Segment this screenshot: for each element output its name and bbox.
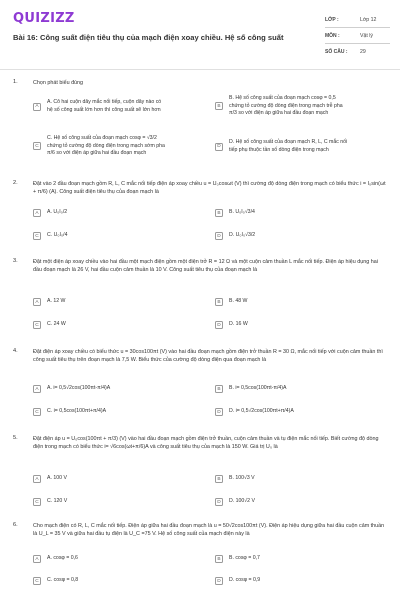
option-a[interactable] [33, 99, 213, 114]
option-letter-box: A [33, 209, 41, 217]
option-text: C. Hệ số công suất của đoạn mạch cosφ = √3/2 chứng tỏ cường độ dòng điện trong mạch sớm pha π/6 so với điện áp giữa hai đầu đoạn mạch [47, 135, 165, 157]
meta-label: MÔN : [325, 32, 340, 39]
option-letter-box: C [33, 232, 41, 240]
question-text: Cho mạch điện có R, L, C mắc nối tiếp. Điện áp giữa hai đầu đoạn mạch là u = 50√2cos100πt (V). Điện áp hiệu dụng giữa hai đầu cuộn cảm thuần là U_L = 35 V và giữa hai đầu tụ điện là U_C =75 V. Hệ số công suất của mạch điện này là [33, 523, 385, 538]
meta-row-subject [325, 28, 390, 44]
option-text: A. U₀I₀/2 [47, 209, 68, 216]
option-letter-box: A [33, 475, 41, 483]
option-letter-box: D [215, 498, 223, 506]
option-text: C. cosφ = 0,8 [47, 577, 79, 584]
option-b[interactable] [215, 298, 247, 306]
option-letter-box: D [215, 408, 223, 416]
option-a[interactable] [33, 475, 67, 483]
option-b[interactable] [215, 385, 286, 393]
option-text: B. 100√3 V [229, 475, 255, 482]
option-c[interactable] [33, 321, 66, 329]
quizizz-logo: QUIZIZZ [13, 11, 75, 26]
option-text: B. Hệ số công suất của đoạn mạch cosφ = 0,5 chứng tỏ cường độ dòng điện trong mạch trễ pha π/3 so với điện áp giữa hai đầu đoạn mạch [229, 95, 343, 117]
meta-row-class [325, 12, 390, 28]
meta-value: 29 [360, 49, 366, 55]
option-text: D. i= 0,5√2cos(100πt+π/4)A [229, 408, 294, 415]
option-text: C. 24 W [47, 321, 66, 328]
question-number: 3. [13, 258, 18, 264]
option-a[interactable] [33, 298, 65, 306]
question-text: Đặt vào 2 đầu đoạn mạch gồm R, L, C mắc nối tiếp điện áp xoay chiều u = U₀cosωt (V) thì cường độ dòng điện trong mạch có biểu thức i = I₀sin(ωt + π/6) (A). Công suất điện tiêu thụ của đoạn mạch là [33, 181, 386, 196]
option-letter-box: C [33, 321, 41, 329]
meta-value: Vật lý [360, 32, 373, 39]
option-a[interactable] [33, 555, 78, 563]
option-b[interactable] [215, 95, 395, 118]
option-c[interactable] [33, 232, 67, 240]
option-letter-box: B [215, 102, 223, 110]
option-text: C. i= 0,5cos(100πt+π/4)A [47, 408, 107, 415]
option-c[interactable] [33, 408, 106, 416]
question-number: 6. [13, 522, 18, 528]
question-text: Đặt điện áp xoay chiều có biểu thức u = 30cos100πt (V) vào hai đầu đoạn mạch gồm điện trở thuần R = 30 Ω, mắc nối tiếp với cuộn cảm thuần thì công suất tiêu thụ trên đoạn mạch là 7,5 W. Biểu thức của cường độ dòng điện qua đoạn mạch là [33, 349, 383, 364]
question-text: Đặt điện áp u = U₀cos(100πt + π/3) (V) vào hai đầu đoạn mạch gồm điện trở thuần, cuộn cảm thuần và tụ điện mắc nối tiếp. Biết cường độ dòng điện trong mạch có biểu thức i= √6cos(ωt+π/6)A và công suất tiêu thụ của mạch là 150 W. Giá trị U₀ là [33, 436, 379, 451]
option-text: A. i= 0,5√2cos(100πt-π/4)A [47, 385, 111, 392]
option-letter-box: A [33, 555, 41, 563]
option-b[interactable] [215, 209, 255, 217]
option-b[interactable] [215, 555, 260, 563]
meta-label: SỐ CÂU : [325, 49, 348, 55]
option-letter-box: C [33, 142, 41, 150]
option-text: C. 120 V [47, 498, 68, 505]
option-letter-box: D [215, 143, 223, 151]
header-divider [0, 69, 400, 70]
option-c[interactable] [33, 498, 67, 506]
option-letter-box: D [215, 321, 223, 329]
option-letter-box: C [33, 577, 41, 585]
question-text: Đặt một điện áp xoay chiều vào hai đầu một mạch điện gồm một điện trở R = 12 Ω và một cuộn cảm thuần L mắc nối tiếp. Điện áp hiệu dụng hai đầu đoạn mạch là 26 V, hai đầu cuộn cảm thuần là 10 V. Công suất tiêu thụ của đoạn mạch là [33, 259, 378, 274]
document-header [0, 0, 400, 64]
question-number: 5. [13, 435, 18, 441]
option-text: B. U₀I₀√3/4 [229, 209, 255, 216]
option-text: A. cosφ = 0,6 [47, 555, 78, 562]
option-text: A. 12 W [47, 298, 66, 305]
option-c[interactable] [33, 135, 213, 158]
option-letter-box: B [215, 475, 223, 483]
option-a[interactable] [33, 385, 110, 393]
option-letter-box: A [33, 298, 41, 306]
option-text: D. 100√2 V [229, 498, 255, 505]
meta-row-count [325, 44, 390, 60]
question-number: 4. [13, 348, 18, 354]
option-text: B. i= 0,5cos(100πt-π/4)A [229, 385, 287, 392]
option-letter-box: D [215, 577, 223, 585]
option-letter-box: B [215, 209, 223, 217]
question-text: Chọn phát biểu đúng [33, 80, 84, 86]
meta-table [325, 12, 390, 60]
option-text: B. 48 W [229, 298, 248, 305]
option-text: D. U₀I₀√3/2 [229, 232, 256, 239]
option-letter-box: C [33, 408, 41, 416]
option-a[interactable] [33, 209, 67, 217]
option-d[interactable] [215, 498, 255, 506]
option-text: D. Hệ số công suất của đoạn mạch R, L, C mắc nối tiếp phụ thuộc tần số dòng điện trong mạch [229, 139, 348, 153]
question-number: 1. [13, 79, 18, 85]
option-d[interactable] [215, 577, 260, 585]
document-title: Bài 16: Công suất điện tiêu thụ của mạch điện xoay chiều. Hệ số công suất [13, 33, 284, 42]
option-letter-box: B [215, 298, 223, 306]
option-d[interactable] [215, 408, 294, 416]
meta-label: LỚP : [325, 16, 339, 23]
option-letter-box: D [215, 232, 223, 240]
option-letter-box: A [33, 103, 41, 111]
meta-value: Lớp 12 [360, 16, 377, 23]
option-letter-box: A [33, 385, 41, 393]
question-number: 2. [13, 180, 18, 186]
option-d[interactable] [215, 139, 395, 154]
option-b[interactable] [215, 475, 255, 483]
option-text: D. cosφ = 0,9 [229, 577, 261, 584]
option-letter-box: B [215, 385, 223, 393]
option-text: D. 16 W [229, 321, 248, 328]
option-text: B. cosφ = 0,7 [229, 555, 260, 562]
option-text: C. U₀I₀/4 [47, 232, 68, 239]
option-c[interactable] [33, 577, 78, 585]
option-text: A. 100 V [47, 475, 67, 482]
option-d[interactable] [215, 232, 255, 240]
option-letter-box: C [33, 498, 41, 506]
option-text: A. Cô hai cuộn dây mắc nối tiếp, cuộn dây nào có hệ số công suất lớn hơn thì công suất sẽ lớn hơn [47, 99, 162, 113]
option-letter-box: B [215, 555, 223, 563]
option-d[interactable] [215, 321, 248, 329]
